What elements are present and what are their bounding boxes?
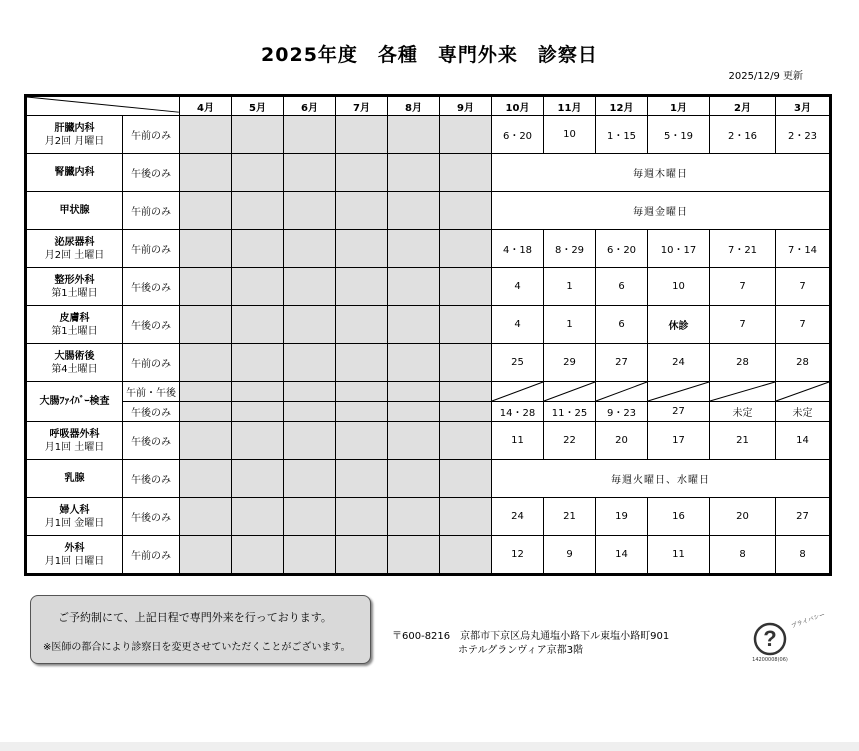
slash-cell (544, 382, 596, 402)
closed-cell (388, 192, 440, 230)
closed-cell (180, 382, 232, 402)
month-header: 5月 (232, 96, 284, 116)
notice-box (30, 595, 371, 664)
date-cell: 2・23 (776, 116, 831, 154)
date-cell: 7 (776, 306, 831, 344)
table-row (26, 268, 831, 306)
department-cell (26, 460, 123, 498)
table-row (26, 192, 831, 230)
closed-cell (180, 344, 232, 382)
session-type: 午前のみ (123, 344, 180, 382)
closed-cell (336, 422, 388, 460)
date-cell: 5・19 (648, 116, 710, 154)
closed-cell (388, 402, 440, 422)
date-cell: 27 (648, 402, 710, 422)
session-type: 午後のみ (123, 154, 180, 192)
notice-line-1: ご予約制にて、上記日程で専門外来を行っております。 (58, 611, 332, 624)
date-cell: 7 (710, 268, 776, 306)
date-cell: 14・28 (492, 402, 544, 422)
month-header: 6月 (284, 96, 336, 116)
closed-cell (180, 306, 232, 344)
closed-cell (284, 230, 336, 268)
closed-cell (440, 116, 492, 154)
table-row (26, 116, 831, 154)
department-frequency: 第1土曜日 (51, 325, 98, 337)
date-cell: 21 (544, 498, 596, 536)
slash-cell (596, 382, 648, 402)
closed-cell (440, 460, 492, 498)
department-name: 腎臓内科 (54, 167, 95, 179)
date-cell: 6 (596, 268, 648, 306)
closed-cell (440, 536, 492, 575)
table-row (26, 306, 831, 344)
department-name: 乳腺 (64, 473, 85, 485)
table-row (26, 230, 831, 268)
month-header: 2月 (710, 96, 776, 116)
closed-cell (440, 498, 492, 536)
department-name: 甲状腺 (59, 205, 90, 217)
updated-date: 2025/12/9 更新 (728, 71, 803, 82)
department-frequency: 月2回 土曜日 (44, 249, 105, 261)
closed-cell (440, 154, 492, 192)
weekly-schedule: 毎週木曜日 (492, 154, 831, 192)
address-line-1: 〒600-8216 京都市下京区烏丸通塩小路下ル東塩小路町901 (392, 631, 670, 642)
session-type: 午後のみ (123, 306, 180, 344)
closed-cell (232, 116, 284, 154)
table-row (26, 382, 831, 402)
svg-text:?: ? (763, 626, 777, 651)
closed-cell (440, 230, 492, 268)
department-name: 大腸ﾌｧｲﾊﾞｰ検査 (26, 382, 123, 422)
date-cell: 8・29 (544, 230, 596, 268)
date-cell: 11 (648, 536, 710, 575)
closed-cell (336, 116, 388, 154)
closed-cell (336, 154, 388, 192)
month-header: 4月 (180, 96, 232, 116)
closed-cell (284, 382, 336, 402)
date-cell: 14 (776, 422, 831, 460)
address-block (392, 630, 669, 658)
date-cell: 27 (776, 498, 831, 536)
department-cell (26, 230, 123, 268)
closed-cell (336, 344, 388, 382)
session-type: 午前のみ (123, 536, 180, 575)
privacy-mark-icon (748, 611, 827, 665)
svg-text:14200008(06): 14200008(06) (752, 657, 788, 663)
closed-cell (440, 192, 492, 230)
date-cell: 10 (544, 116, 596, 154)
closed-cell (180, 230, 232, 268)
table-row (26, 460, 831, 498)
department-cell (26, 422, 123, 460)
date-cell: 4 (492, 306, 544, 344)
closed-cell (232, 402, 284, 422)
department-name: 大腸術後 (54, 350, 95, 362)
date-cell: 7・14 (776, 230, 831, 268)
date-cell: 29 (544, 344, 596, 382)
notice-line-2: ※医師の都合により診察日を変更させていただくことがございます。 (43, 642, 351, 653)
closed-cell (232, 230, 284, 268)
date-cell: 6・20 (596, 230, 648, 268)
closed-cell (440, 268, 492, 306)
closed-cell (440, 344, 492, 382)
date-cell: 6 (596, 306, 648, 344)
closed-cell (180, 154, 232, 192)
closed-cell (180, 536, 232, 575)
date-cell: 24 (492, 498, 544, 536)
closed-cell (440, 306, 492, 344)
session-type: 午後のみ (123, 498, 180, 536)
closed-cell (232, 498, 284, 536)
date-cell: 9・23 (596, 402, 648, 422)
date-cell: 20 (710, 498, 776, 536)
date-cell: 未定 (710, 402, 776, 422)
date-cell: 25 (492, 344, 544, 382)
slash-cell (648, 382, 710, 402)
closed-cell (180, 422, 232, 460)
date-cell: 12 (492, 536, 544, 575)
date-cell: 28 (776, 344, 831, 382)
date-cell: 1・15 (596, 116, 648, 154)
closed-cell (284, 422, 336, 460)
date-cell: 20 (596, 422, 648, 460)
table-row (26, 536, 831, 575)
date-cell: 7・21 (710, 230, 776, 268)
session-type: 午後のみ (123, 460, 180, 498)
department-frequency: 第1土曜日 (51, 287, 98, 299)
date-cell: 8 (710, 536, 776, 575)
month-header: 3月 (776, 96, 831, 116)
department-cell (26, 498, 123, 536)
department-frequency: 第4土曜日 (51, 363, 98, 375)
weekly-schedule: 毎週金曜日 (492, 192, 831, 230)
closed-cell (284, 154, 336, 192)
svg-text:プライバシー: プライバシー (790, 611, 827, 630)
closed-cell (388, 498, 440, 536)
department-frequency: 月1回 日曜日 (44, 555, 105, 567)
table-row (26, 344, 831, 382)
closed-cell (232, 382, 284, 402)
closed-cell (180, 268, 232, 306)
address-line-2: ホテルグランヴィア京都3階 (458, 645, 584, 656)
month-header: 12月 (596, 96, 648, 116)
closed-cell (284, 536, 336, 575)
closed-cell (336, 382, 388, 402)
closed-cell (336, 536, 388, 575)
corner-cell (26, 96, 180, 116)
date-cell: 24 (648, 344, 710, 382)
schedule-table (24, 94, 832, 576)
closed-cell (388, 344, 440, 382)
month-header: 11月 (544, 96, 596, 116)
date-cell: 4・18 (492, 230, 544, 268)
table-row (26, 154, 831, 192)
weekly-schedule: 毎週火曜日、水曜日 (492, 460, 831, 498)
month-header: 10月 (492, 96, 544, 116)
closed-cell (388, 460, 440, 498)
date-cell: 11・25 (544, 402, 596, 422)
closed-cell (232, 460, 284, 498)
department-name: 肝臓内科 (54, 122, 95, 134)
date-cell: 10 (648, 268, 710, 306)
closed-cell (232, 154, 284, 192)
department-cell (26, 154, 123, 192)
session-type: 午前のみ (123, 230, 180, 268)
department-cell (26, 344, 123, 382)
closed-cell (336, 306, 388, 344)
department-name: 泌尿器科 (54, 236, 95, 248)
closed-cell (284, 306, 336, 344)
date-cell: 14 (596, 536, 648, 575)
month-header: 8月 (388, 96, 440, 116)
date-cell: 2・16 (710, 116, 776, 154)
session-type: 午前・午後 (123, 382, 180, 402)
date-cell: 17 (648, 422, 710, 460)
date-cell: 8 (776, 536, 831, 575)
page-title: 2025年度 各種 専門外来 診察日 (261, 44, 598, 66)
session-type: 午前のみ (123, 192, 180, 230)
header-row (26, 96, 831, 116)
date-cell: 6・20 (492, 116, 544, 154)
slash-cell (776, 382, 831, 402)
date-cell: 19 (596, 498, 648, 536)
table-row (26, 422, 831, 460)
department-name: 皮膚科 (59, 312, 90, 324)
closed-cell (388, 536, 440, 575)
date-cell: 27 (596, 344, 648, 382)
department-cell (26, 268, 123, 306)
closed-cell (232, 422, 284, 460)
date-cell: 28 (710, 344, 776, 382)
closed-cell (180, 460, 232, 498)
department-cell (26, 306, 123, 344)
closed-cell (336, 402, 388, 422)
closed-cell (232, 192, 284, 230)
closed-cell (336, 192, 388, 230)
department-frequency: 月1回 土曜日 (44, 441, 105, 453)
closed-cell (180, 116, 232, 154)
closed-cell (284, 498, 336, 536)
closed-cell (388, 306, 440, 344)
closed-cell (180, 402, 232, 422)
date-cell: 1 (544, 306, 596, 344)
page-bottom-bar (0, 742, 859, 751)
closed-cell (388, 382, 440, 402)
department-cell (26, 116, 123, 154)
table-row (26, 498, 831, 536)
closed-cell (336, 268, 388, 306)
department-name: 婦人科 (59, 504, 90, 516)
department-name: 呼吸器外科 (49, 428, 100, 440)
date-cell: 7 (710, 306, 776, 344)
closed-cell (232, 536, 284, 575)
month-header: 9月 (440, 96, 492, 116)
department-name: 外科 (64, 542, 85, 554)
closed-cell (284, 402, 336, 422)
department-cell (26, 192, 123, 230)
closed-cell (284, 116, 336, 154)
closed-cell (284, 192, 336, 230)
table-row (26, 402, 831, 422)
date-cell: 4 (492, 268, 544, 306)
date-cell: 11 (492, 422, 544, 460)
department-frequency: 月2回 月曜日 (44, 135, 105, 147)
date-cell: 16 (648, 498, 710, 536)
session-type: 午前のみ (123, 116, 180, 154)
closed-cell (180, 192, 232, 230)
session-type: 午後のみ (123, 268, 180, 306)
closed-cell (180, 498, 232, 536)
closed-cell (336, 498, 388, 536)
date-cell: 22 (544, 422, 596, 460)
closed-cell (440, 422, 492, 460)
closed-cell (388, 116, 440, 154)
session-type: 午後のみ (123, 402, 180, 422)
date-cell: 休診 (648, 306, 710, 344)
date-cell: 21 (710, 422, 776, 460)
date-cell: 1 (544, 268, 596, 306)
closed-cell (440, 402, 492, 422)
month-header: 1月 (648, 96, 710, 116)
closed-cell (440, 382, 492, 402)
closed-cell (388, 154, 440, 192)
closed-cell (284, 344, 336, 382)
department-frequency: 月1回 金曜日 (44, 517, 105, 529)
slash-cell (492, 382, 544, 402)
session-type: 午後のみ (123, 422, 180, 460)
department-cell (26, 536, 123, 575)
closed-cell (284, 268, 336, 306)
closed-cell (232, 306, 284, 344)
closed-cell (336, 230, 388, 268)
closed-cell (336, 460, 388, 498)
closed-cell (284, 460, 336, 498)
month-header: 7月 (336, 96, 388, 116)
slash-cell (710, 382, 776, 402)
date-cell: 未定 (776, 402, 831, 422)
date-cell: 9 (544, 536, 596, 575)
closed-cell (388, 268, 440, 306)
closed-cell (388, 230, 440, 268)
closed-cell (232, 268, 284, 306)
date-cell: 7 (776, 268, 831, 306)
date-cell: 10・17 (648, 230, 710, 268)
department-name: 整形外科 (54, 274, 95, 286)
closed-cell (388, 422, 440, 460)
closed-cell (232, 344, 284, 382)
